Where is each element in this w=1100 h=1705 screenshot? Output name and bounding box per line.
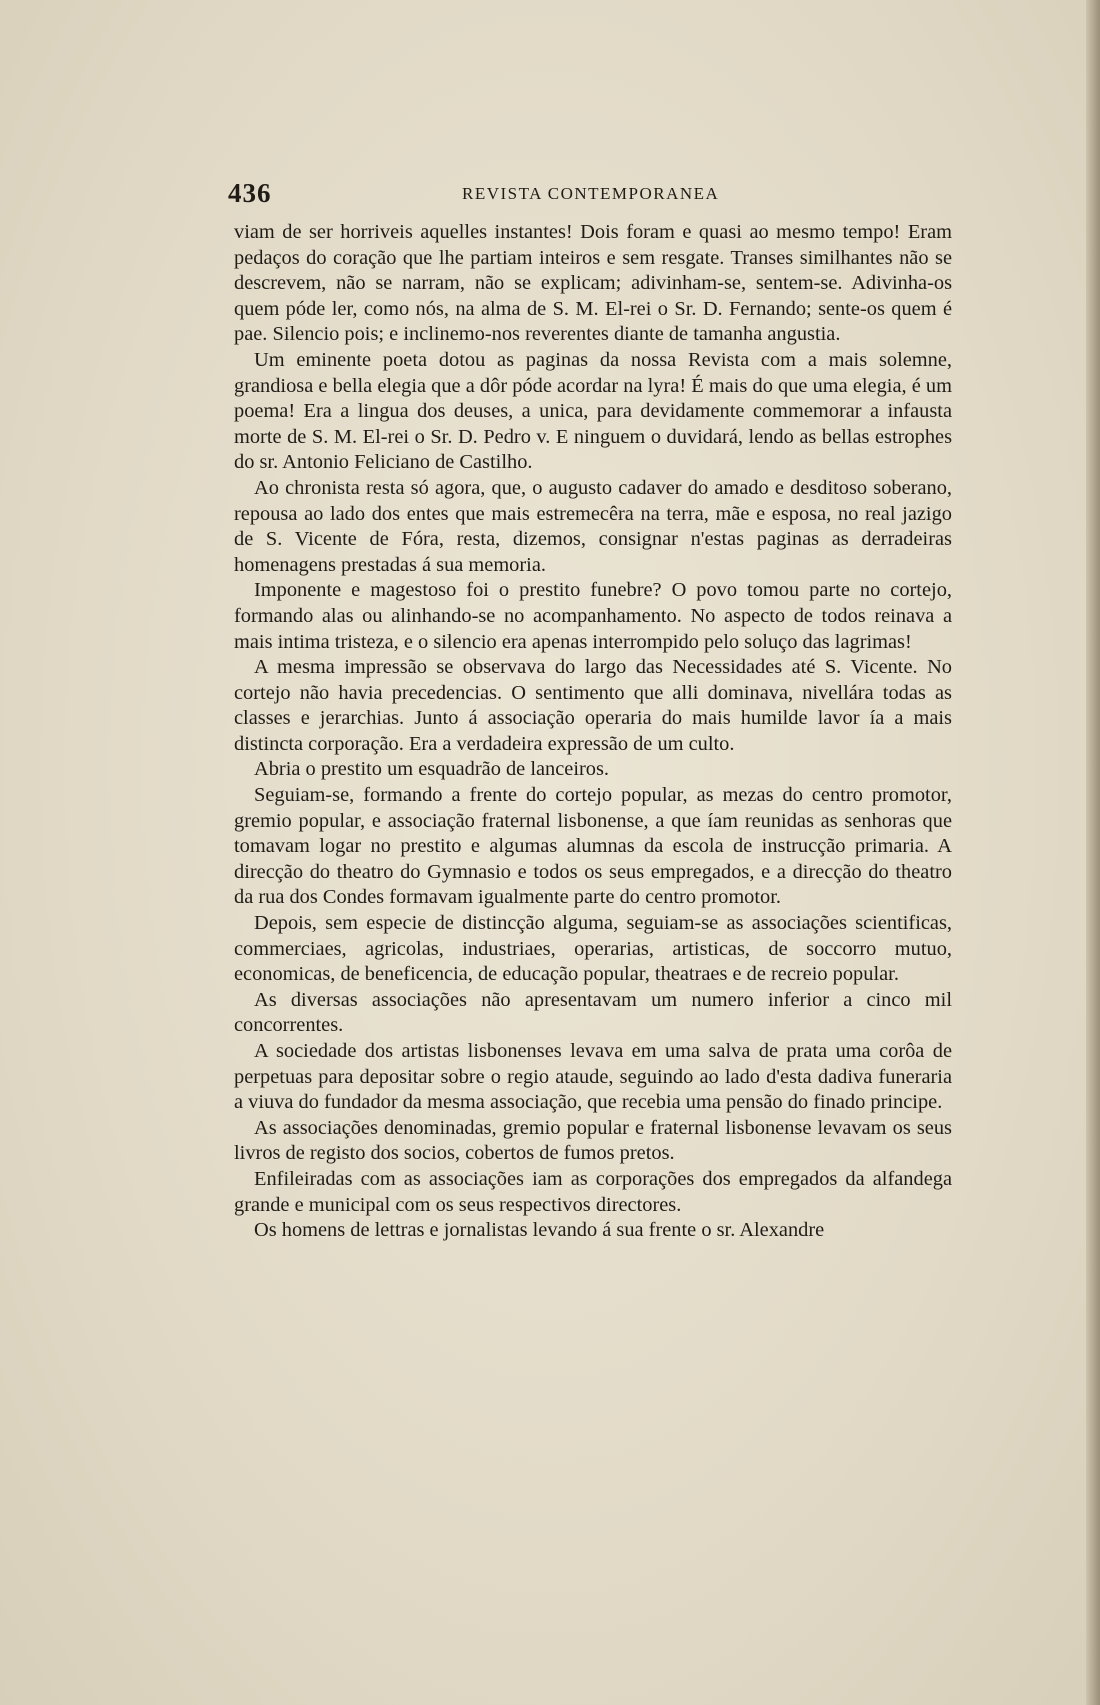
paragraph: Seguiam-se, formando a frente do cortejo popular, as mezas do centro promotor, gremio popular, e associação fraternal lisbonense, a que íam reunidas as senhoras que tomavam logar no prestito e algumas alumnas da escola de instrucção primaria. A direcção do theatro do Gymnasio e todos os seus empregados, e a direcção do theatro da rua dos Condes formavam igualmente parte do centro promotor. [234,784,952,909]
paragraph: Enfileiradas com as associações iam as corporações dos empregados da alfandega grande e municipal com os seus respectivos directores. [234,1167,952,1216]
paragraph: A sociedade dos artistas lisbonenses levava em uma salva de prata uma corôa de perpetuas para depositar sobre o regio ataude, seguindo ao lado d'esta dadiva funeraria a viuva do fundador da mesma associação, que recebia uma pensão do finado principe. [234,1040,952,1114]
paragraph: A mesma impressão se observava do largo das Necessidades até S. Vicente. No cortejo não havia precedencias. O sentimento que alli dominava, nivellára todas as classes e jerarchias. Junto á associação operaria do mais humilde lavor ía a mais distincta corporação. Era a verdadeira expressão de um culto. [234,656,952,755]
paragraph: viam de ser horriveis aquelles instantes! Dois foram e quasi ao mesmo tempo! Eram pedaços do coração que lhe partiam inteiros e sem resgate. Transes similhantes não se descrevem, não se narram, não se explicam; adivinham-se, sentem-se. Adivinha-os quem póde ler, como nós, na alma de S. M. El-rei o Sr. D. Fernando; sente-os quem é pae. Silencio pois; e inclinemo-nos reverentes diante de tamanha angustia. [234,221,952,346]
paragraph: As diversas associações não apresentavam um numero inferior a cinco mil concorrentes. [234,988,952,1037]
page-spine-edge [1086,0,1100,1705]
paragraph: Imponente e magestoso foi o prestito funebre? O povo tomou parte no cortejo, formando alas ou alinhando-se no acompanhamento. No aspecto de todos reinava a mais intima tristeza, e o silencio era apenas interrompido pelo soluço das lagrimas! [234,579,952,653]
paragraph: Os homens de lettras e jornalistas levando á sua frente o sr. Alexandre [254,1219,825,1242]
page-number: 436 [228,178,272,208]
paragraph: Ao chronista resta só agora, que, o augusto cadaver do amado e desditoso soberano, repousa ao lado dos entes que mais estremecêra na terra, mãe e esposa, no real jazigo de S. Vicente de Fóra, resta, dizemos, consignar n'estas paginas as derradeiras homenagens prestadas á sua memoria. [234,476,952,576]
body-text [234,220,952,1244]
paragraph: Um eminente poeta dotou as paginas da nossa Revista com a mais solemne, grandiosa e bella elegia que a dôr póde acordar na lyra! É mais do que uma elegia, é um poema! Era a lingua dos deuses, a unica, para devidamente commemorar a infausta morte de S. M. El-rei o Sr. D. Pedro v. E ninguem o duvidará, lendo as bellas estrophes do sr. Antonio Feliciano de Castilho. [234,348,952,474]
paragraph: Abria o prestito um esquadrão de lanceiros. [254,758,610,781]
running-title: REVISTA CONTEMPORANEA [462,184,720,203]
paragraph: As associações denominadas, gremio popular e fraternal lisbonense levavam os seus livros de registo dos socios, cobertos de fumos pretos. [234,1116,952,1165]
page-header [228,178,948,208]
paragraph: Depois, sem especie de distincção alguma, seguiam-se as associações scientificas, commerciaes, agricolas, industriaes, operarias, artisticas, de soccorro mutuo, economicas, de beneficencia, de educação popular, theatraes e de recreio popular. [234,912,952,986]
